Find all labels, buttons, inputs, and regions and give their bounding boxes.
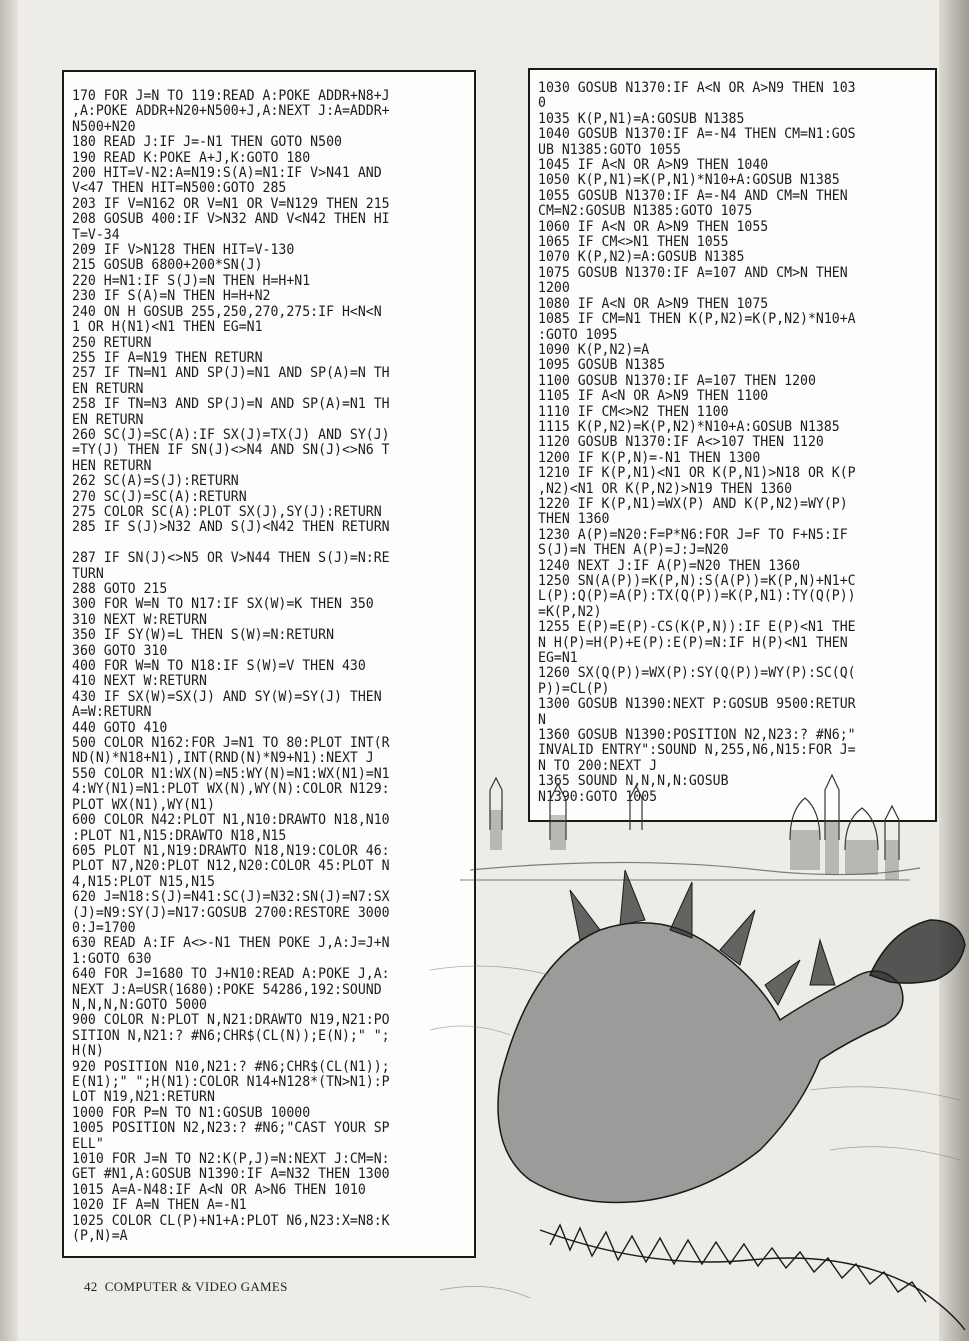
code-line: :GOTO 1095 [538,326,618,343]
code-line: 1030 GOSUB N1370:IF A<N OR A>N9 THEN 103 [538,80,856,97]
code-line: 287 IF SN(J)<>N5 OR V>N44 THEN S(J)=N:RE [72,550,390,567]
code-line: GET #N1,A:GOSUB N1390:IF A=N32 THEN 1300 [72,1166,390,1183]
magazine-title: COMPUTER & VIDEO GAMES [104,1279,288,1294]
code-line: 1 OR H(N1)<N1 THEN EG=N1 [72,319,263,336]
code-line: 190 READ K:POKE A+J,K:GOTO 180 [72,149,311,166]
code-line: N [538,711,546,728]
code-line: 1100 GOSUB N1370:IF A=107 THEN 1200 [538,372,816,389]
code-line: 1115 K(P,N2)=K(P,N2)*N10+A:GOSUB N1385 [538,418,840,436]
code-line: 640 FOR J=1680 TO J+N10:READ A:POKE J,A: [72,966,390,983]
code-line: 600 COLOR N42:PLOT N1,N10:DRAWTO N18,N10 [72,812,390,829]
listing-left-lines [72,88,390,1243]
code-line: 209 IF V>N128 THEN HIT=V-130 [72,242,295,259]
code-line: 1090 K(P,N2)=A [538,341,650,359]
code-line: 1025 COLOR CL(P)+N1+A:PLOT N6,N23:X=N8:K [72,1212,390,1229]
code-line: 430 IF SX(W)=SX(J) AND SY(W)=SY(J) THEN [72,688,382,706]
code-line: =K(P,N2) [538,603,602,621]
code-line: 170 FOR J=N TO 119:READ A:POKE ADDR+N8+J [72,88,390,105]
code-line: 620 J=N18:S(J)=N41:SC(J)=N32:SN(J)=N7:SX [72,889,390,906]
code-line: 1210 IF K(P,N1)<N1 OR K(P,N1)>N18 OR K(P [538,465,856,482]
code-line: 1050 K(P,N1)=K(P,N1)*N10+A:GOSUB N1385 [538,172,840,189]
code-line: 1200 IF K(P,N)=-N1 THEN 1300 [538,449,761,466]
code-line: N500+N20 [72,118,136,136]
code-line: 1:GOTO 630 [72,950,152,967]
code-line: 1045 IF A<N OR A>N9 THEN 1040 [538,157,769,174]
code-line: N TO 200:NEXT J [538,757,658,775]
code-line: 400 FOR W=N TO N18:IF S(W)=V THEN 430 [72,658,366,675]
code-line: 1035 K(P,N1)=A:GOSUB N1385 [538,110,745,128]
code-line: UB N1385:GOTO 1055 [538,141,681,158]
code-line: 1060 IF A<N OR A>N9 THEN 1055 [538,218,769,235]
code-line: 1360 GOSUB N1390:POSITION N2,N23:? #N6;" [538,727,856,744]
code-line: ELL" [72,1135,104,1152]
code-line: 310 NEXT W:RETURN [72,611,207,629]
code-line: 4,N15:PLOT N15,N15 [72,873,215,890]
code-line: E(N1);" ";H(N1):COLOR N14+N128*(TN>N1):P [72,1074,390,1091]
code-line: EN RETURN [72,411,144,428]
code-line: 300 FOR W=N TO N17:IF SX(W)=K THEN 350 [72,596,374,613]
code-line: 1075 GOSUB N1370:IF A=107 AND CM>N THEN [538,264,848,282]
binding-gutter [0,0,18,1341]
code-line: 1110 IF CM<>N2 THEN 1100 [538,403,729,420]
code-line: 630 READ A:IF A<>-N1 THEN POKE J,A:J=J+N [72,935,390,952]
code-line: 350 IF SY(W)=L THEN S(W)=N:RETURN [72,627,335,644]
code-line: 240 ON H GOSUB 255,250,270,275:IF H<N<N [72,303,382,320]
code-line: 260 SC(J)=SC(A):IF SX(J)=TX(J) AND SY(J) [72,426,390,444]
code-line: 1230 A(P)=N20:F=P*N6:FOR J=F TO F+N5:IF [538,526,848,543]
code-line: 220 H=N1:IF S(J)=N THEN H=H+N1 [72,272,311,290]
dragon-castle-illustration [430,770,969,1340]
dragon-tail [540,1225,965,1330]
code-line: 1095 GOSUB N1385 [538,357,666,374]
code-line: 1040 GOSUB N1370:IF A=-N4 THEN CM=N1:GOS [538,126,856,143]
code-line: 1260 SX(Q(P))=WX(P):SY(Q(P))=WY(P):SC(Q( [538,665,856,682]
page-footer [84,1279,288,1295]
code-line: 288 GOTO 215 [72,581,168,598]
code-line: LOT N19,N21:RETURN [72,1089,215,1106]
code-line: L(P):Q(P)=A(P):TX(Q(P))=K(P,N1):TY(Q(P)) [538,588,856,605]
code-line: SITION N,N21:? #N6;CHR$(CL(N));E(N);" "; [72,1027,390,1044]
code-line: 180 READ J:IF J=-N1 THEN GOTO N500 [72,134,342,151]
code-line: 920 POSITION N10,N21:? #N6;CHR$(CL(N1)); [72,1058,390,1075]
code-line: NEXT J:A=USR(1680):POKE 54286,192:SOUND [72,981,382,998]
code-line: 258 IF TN=N3 AND SP(J)=N AND SP(A)=N1 TH [72,396,390,413]
code-line: 1240 NEXT J:IF A(P)=N20 THEN 1360 [538,557,801,574]
code-line: 257 IF TN=N1 AND SP(J)=N1 AND SP(A)=N TH [72,365,390,382]
basic-listing-right [528,68,937,822]
code-line: 1010 FOR J=N TO N2:K(P,J)=N:NEXT J:CM=N: [72,1151,390,1168]
code-line: 1300 GOSUB N1390:NEXT P:GOSUB 9500:RETUR [538,696,856,713]
code-line: 1365 SOUND N,N,N,N:GOSUB [538,773,729,790]
code-line: H(N) [72,1043,104,1060]
code-line: 1005 POSITION N2,N23:? #N6;"CAST YOUR SP [72,1120,390,1137]
code-line: ,A:POKE ADDR+N20+N500+J,A:NEXT J:A=ADDR+ [72,103,390,120]
code-line: 200 HIT=V-N2:A=N19:S(A)=N1:IF V>N41 AND [72,165,382,182]
code-line: 262 SC(A)=S(J):RETURN [72,473,239,490]
listing-right-lines [538,80,856,804]
code-line: 410 NEXT W:RETURN [72,673,207,690]
code-line: 270 SC(J)=SC(A):RETURN [72,488,247,505]
code-line: 208 GOSUB 400:IF V>N32 AND V<N42 THEN HI [72,211,390,228]
code-line: S(J)=N THEN A(P)=J:J=N20 [538,542,729,559]
code-line: 255 IF A=N19 THEN RETURN [72,349,263,367]
castle-shading [490,810,899,880]
code-line: 1200 [538,280,570,297]
code-line: HEN RETURN [72,457,152,474]
code-line: 900 COLOR N:PLOT N,N21:DRAWTO N19,N21:PO [72,1012,390,1029]
code-line: :PLOT N1,N15:DRAWTO N18,N15 [72,827,287,844]
code-line: 605 PLOT N1,N19:DRAWTO N18,N19:COLOR 46: [72,842,390,860]
code-line: 4:WY(N1)=N1:PLOT WX(N),WY(N):COLOR N129: [72,781,390,798]
code-line: 1085 IF CM=N1 THEN K(P,N2)=K(P,N2)*N10+A [538,311,856,328]
basic-listing-left [62,70,476,1258]
code-line: INVALID ENTRY":SOUND N,255,N6,N15:FOR J= [538,742,856,759]
code-line: (J)=N9:SY(J)=N17:GOSUB 2700:RESTORE 3000 [72,904,390,921]
code-line [72,535,390,552]
code-line: 230 IF S(A)=N THEN H=H+N2 [72,288,271,305]
code-line: =TY(J) THEN IF SN(J)<>N4 AND SN(J)<>N6 T [72,442,390,459]
code-line: ND(N)*N18+N1),INT(RND(N)*N9+N1):NEXT J [72,750,374,767]
code-line: 1120 GOSUB N1370:IF A<>107 THEN 1120 [538,434,824,451]
code-line: N1390:GOTO 1005 [538,788,658,805]
code-line: 1070 K(P,N2)=A:GOSUB N1385 [538,249,745,266]
code-line: 285 IF S(J)>N32 AND S(J)<N42 THEN RETURN [72,519,390,536]
code-line: 0 [538,95,546,112]
code-line: N H(P)=H(P)+E(P):E(P)=N:IF H(P)<N1 THEN [538,634,848,651]
code-line: PLOT WX(N1),WY(N1) [72,796,215,813]
code-line: T=V-34 [72,226,120,243]
code-line: PLOT N7,N20:PLOT N12,N20:COLOR 45:PLOT N [72,858,390,875]
code-line: 1255 E(P)=E(P)-CS(K(P,N)):IF E(P)<N1 THE [538,619,856,636]
code-line: P))=CL(P) [538,680,610,698]
code-line: 1080 IF A<N OR A>N9 THEN 1075 [538,295,769,312]
code-line: TURN [72,565,104,582]
code-line: 1000 FOR P=N TO N1:GOSUB 10000 [72,1104,311,1122]
code-line: EG=N1 [538,650,578,667]
code-line: 1015 A=A-N48:IF A<N OR A>N6 THEN 1010 [72,1181,366,1199]
code-line: 1105 IF A<N OR A>N9 THEN 1100 [538,388,769,405]
code-line: 1220 IF K(P,N1)=WX(P) AND K(P,N2)=WY(P) [538,495,848,513]
page-number: 42 [84,1279,98,1294]
code-line: 203 IF V=N162 OR V=N1 OR V=N129 THEN 215 [72,195,390,213]
code-line: (P,N)=A [72,1228,128,1245]
code-line: 1250 SN(A(P))=K(P,N):S(A(P))=K(P,N)+N1+C [538,573,856,590]
dragon-body [498,920,965,1203]
code-line: V<47 THEN HIT=N500:GOTO 285 [72,180,287,197]
code-line: A=W:RETURN [72,704,152,721]
code-line: EN RETURN [72,380,144,397]
code-line: 1055 GOSUB N1370:IF A=-N4 AND CM=N THEN [538,187,848,205]
code-line: 550 COLOR N1:WX(N)=N5:WY(N)=N1:WX(N1)=N1 [72,765,390,783]
code-line: 275 COLOR SC(A):PLOT SX(J),SY(J):RETURN [72,503,382,521]
code-line: N,N,N,N:GOTO 5000 [72,996,207,1014]
code-line: 0:J=1700 [72,919,136,937]
code-line: 500 COLOR N162:FOR J=N1 TO 80:PLOT INT(R [72,735,390,752]
code-line: 360 GOTO 310 [72,642,168,659]
code-line: 250 RETURN [72,334,152,351]
code-line: CM=N2:GOSUB N1385:GOTO 1075 [538,203,753,220]
code-line: 215 GOSUB 6800+200*SN(J) [72,257,263,274]
code-line: 1020 IF A=N THEN A=-N1 [72,1197,247,1214]
code-line: 1065 IF CM<>N1 THEN 1055 [538,234,729,251]
code-line: ,N2)<N1 OR K(P,N2)>N19 THEN 1360 [538,480,793,497]
code-line: THEN 1360 [538,511,610,528]
code-line: 440 GOTO 410 [72,719,168,736]
